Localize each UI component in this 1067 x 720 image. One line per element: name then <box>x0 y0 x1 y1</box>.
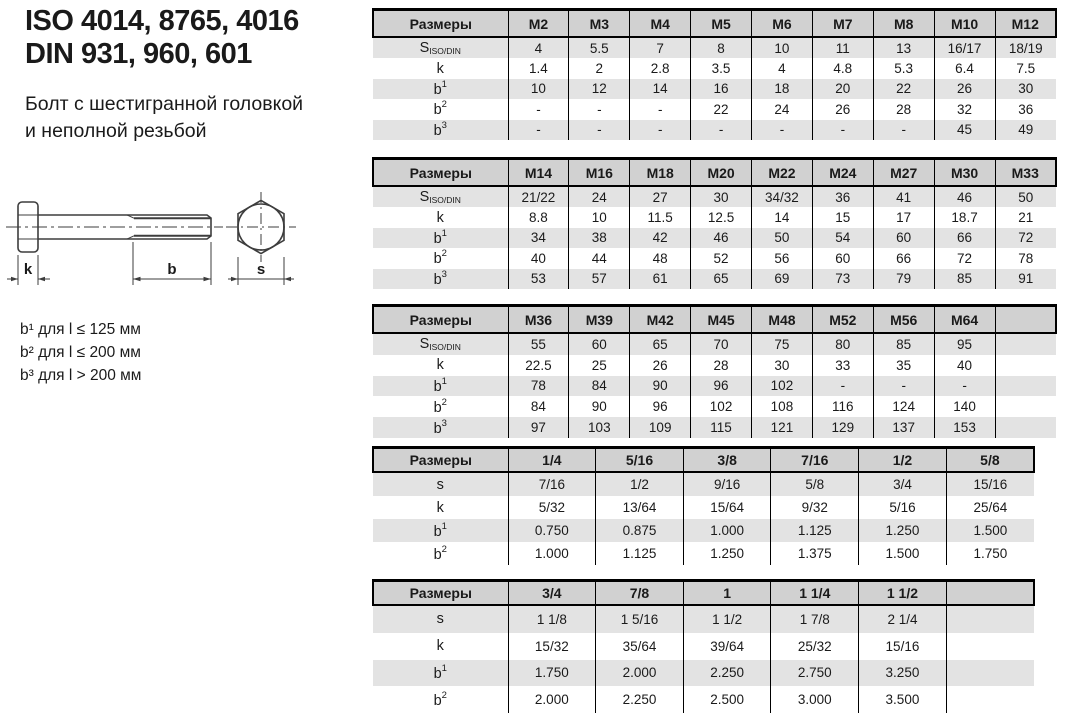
table-cell: 84 <box>508 396 569 417</box>
dimension-k <box>7 255 50 285</box>
table-header-label: Размеры <box>373 10 508 38</box>
table-cell: 27 <box>630 186 691 207</box>
column-header: M5 <box>691 10 752 38</box>
table-cell: 44 <box>569 248 630 268</box>
table-cell: 65 <box>630 333 691 355</box>
table-cell: 95 <box>934 333 995 355</box>
table-cell: 12 <box>569 79 630 99</box>
table-cell: 80 <box>812 333 873 355</box>
column-header: M20 <box>691 159 752 187</box>
table-cell: 5.3 <box>873 58 934 78</box>
table-cell: - <box>873 376 934 397</box>
column-header: M24 <box>812 159 873 187</box>
table-cell: 61 <box>630 269 691 289</box>
table-cell: 1 1/8 <box>508 605 596 633</box>
table-row <box>373 686 1034 713</box>
row-label: $b^1$ <box>433 520 447 540</box>
table-cell: 96 <box>691 376 752 397</box>
table-cell: 20 <box>812 79 873 99</box>
row-label: $b^2$ <box>433 689 447 709</box>
table-cell: 1.125 <box>596 542 684 565</box>
table-cell: 48 <box>630 248 691 268</box>
table-cell: 4 <box>752 58 813 78</box>
table-cell: 1.000 <box>683 519 771 542</box>
table-cell: 26 <box>630 355 691 376</box>
column-header: M48 <box>752 306 813 334</box>
note-b3: b³ для l > 200 мм <box>20 367 142 384</box>
table-cell: 102 <box>691 396 752 417</box>
column-header: 1 1/2 <box>859 581 947 606</box>
table-cell: 1/2 <box>596 472 684 496</box>
table-cell: 2.500 <box>683 686 771 713</box>
table-cell: 66 <box>873 248 934 268</box>
table-cell: 2 1/4 <box>859 605 947 633</box>
table-cell: 1 7/8 <box>771 605 859 633</box>
table-cell: 18/19 <box>995 37 1056 58</box>
dimension-table-2 <box>372 157 1057 289</box>
table-cell: 10 <box>508 79 569 99</box>
table-cell: 11 <box>812 37 873 58</box>
table-cell: 13 <box>873 37 934 58</box>
table-cell: 79 <box>873 269 934 289</box>
column-header: 3/4 <box>508 581 596 606</box>
column-header-empty <box>995 306 1056 334</box>
table-cell: 1 5/16 <box>596 605 684 633</box>
table-cell: - <box>812 376 873 397</box>
column-header: M42 <box>630 306 691 334</box>
table-cell: 53 <box>508 269 569 289</box>
table-row <box>373 58 1056 78</box>
table-cell: 9/16 <box>683 472 771 496</box>
column-header: 3/8 <box>683 448 771 473</box>
row-label: $b^2$ <box>433 543 447 563</box>
table-cell: 54 <box>812 228 873 248</box>
table-cell: 85 <box>934 269 995 289</box>
column-header: 1/2 <box>859 448 947 473</box>
table-cell: 25/64 <box>946 496 1034 519</box>
title-din: DIN 931, 960, 601 <box>25 38 252 70</box>
table-row <box>373 228 1056 248</box>
table-cell: 55 <box>508 333 569 355</box>
table-cell: 129 <box>812 417 873 438</box>
column-header: M14 <box>508 159 569 187</box>
table-cell: 124 <box>873 396 934 417</box>
column-header: M56 <box>873 306 934 334</box>
column-header: M6 <box>752 10 813 38</box>
row-label: $b^2$ <box>433 248 447 268</box>
table-cell: 8 <box>691 37 752 58</box>
table-cell: 5.5 <box>569 37 630 58</box>
table-cell: 78 <box>995 248 1056 268</box>
table-cell: 34 <box>508 228 569 248</box>
row-label: k <box>436 209 444 226</box>
table-cell: - <box>630 120 691 140</box>
note-b2: b² для l ≤ 200 мм <box>20 344 141 361</box>
table-cell: 41 <box>873 186 934 207</box>
table-cell: 72 <box>934 248 995 268</box>
table-cell: - <box>508 99 569 119</box>
table-cell: 9/32 <box>771 496 859 519</box>
table-cell: 8.8 <box>508 207 569 227</box>
table-cell: 2 <box>569 58 630 78</box>
table-cell: 24 <box>569 186 630 207</box>
table-cell: 1.125 <box>771 519 859 542</box>
table-cell: 115 <box>691 417 752 438</box>
table-cell: 7 <box>630 37 691 58</box>
table-header-label: Размеры <box>373 448 508 473</box>
row-label: k <box>436 60 444 77</box>
table-cell: 32 <box>934 99 995 119</box>
table-cell: 5/8 <box>771 472 859 496</box>
table-row <box>373 605 1034 633</box>
table-cell: 1.750 <box>946 542 1034 565</box>
table-cell: 60 <box>873 228 934 248</box>
table-cell: 4 <box>508 37 569 58</box>
table-cell: 4.8 <box>812 58 873 78</box>
row-label: $b^1$ <box>433 376 447 395</box>
column-header: M64 <box>934 306 995 334</box>
table-cell: 65 <box>691 269 752 289</box>
row-label: $b^3$ <box>433 417 447 437</box>
table-cell: 35/64 <box>596 633 684 660</box>
table-cell: 16/17 <box>934 37 995 58</box>
table-cell: 34/32 <box>752 186 813 207</box>
table-cell: 137 <box>873 417 934 438</box>
table-cell: 96 <box>630 396 691 417</box>
table-cell: 17 <box>873 207 934 227</box>
table-cell: 36 <box>812 186 873 207</box>
table-row <box>373 519 1034 542</box>
table-row <box>373 37 1056 58</box>
row-label: s <box>436 476 444 493</box>
table-cell: 90 <box>569 396 630 417</box>
table-cell: - <box>873 120 934 140</box>
table-cell: 49 <box>995 120 1056 140</box>
table-cell: 40 <box>508 248 569 268</box>
column-header: M8 <box>873 10 934 38</box>
table-cell: 109 <box>630 417 691 438</box>
table-cell: 18.7 <box>934 207 995 227</box>
table-cell: 91 <box>995 269 1056 289</box>
title-iso: ISO 4014, 8765, 4016 <box>25 5 299 37</box>
column-header: M33 <box>995 159 1056 187</box>
table-row <box>373 333 1056 355</box>
row-label: SISO/DIN <box>419 189 461 206</box>
table-row <box>373 99 1056 119</box>
table-cell: 22 <box>873 79 934 99</box>
table-cell: 70 <box>691 333 752 355</box>
table-cell-empty <box>995 355 1056 376</box>
table-cell: 21/22 <box>508 186 569 207</box>
table-cell-empty <box>946 660 1034 687</box>
table-cell: 35 <box>873 355 934 376</box>
dimension-table-5 <box>372 579 1035 713</box>
table-cell: 15/32 <box>508 633 596 660</box>
table-cell: 38 <box>569 228 630 248</box>
column-header: 5/8 <box>946 448 1034 473</box>
table-cell: 2.250 <box>683 660 771 687</box>
table-cell: 1.4 <box>508 58 569 78</box>
table-cell: 10 <box>569 207 630 227</box>
column-header: M16 <box>569 159 630 187</box>
table-row <box>373 355 1056 376</box>
dim-label-b: b <box>167 261 177 278</box>
table-cell: 73 <box>812 269 873 289</box>
table-cell: 3.250 <box>859 660 947 687</box>
table-cell: - <box>630 99 691 119</box>
column-header: 1/4 <box>508 448 596 473</box>
table-cell: 33 <box>812 355 873 376</box>
table-cell: 36 <box>995 99 1056 119</box>
table-cell: 121 <box>752 417 813 438</box>
table-cell: 85 <box>873 333 934 355</box>
note-b1: b¹ для l ≤ 125 мм <box>20 321 141 338</box>
table-cell: 3.5 <box>691 58 752 78</box>
table-cell: 24 <box>752 99 813 119</box>
table-cell: - <box>752 120 813 140</box>
table-cell: - <box>691 120 752 140</box>
table-cell: 15/64 <box>683 496 771 519</box>
table-cell: 72 <box>995 228 1056 248</box>
table-cell: 66 <box>934 228 995 248</box>
table-row <box>373 660 1034 687</box>
table-cell: - <box>569 99 630 119</box>
table-cell: 1.250 <box>683 542 771 565</box>
table-cell: 90 <box>630 376 691 397</box>
table-cell: 108 <box>752 396 813 417</box>
column-header: 1 1/4 <box>771 581 859 606</box>
table-cell: 69 <box>752 269 813 289</box>
column-header: M30 <box>934 159 995 187</box>
table-cell: 2.8 <box>630 58 691 78</box>
table-row <box>373 417 1056 438</box>
table-cell: 2.750 <box>771 660 859 687</box>
table-cell: 39/64 <box>683 633 771 660</box>
table-cell: 1.000 <box>508 542 596 565</box>
dimension-b <box>133 242 211 285</box>
row-label: SISO/DIN <box>419 40 461 57</box>
column-header: M36 <box>508 306 569 334</box>
table-cell: 102 <box>752 376 813 397</box>
table-cell: 3.500 <box>859 686 947 713</box>
table-cell: 18 <box>752 79 813 99</box>
column-header: M12 <box>995 10 1056 38</box>
table-cell-empty <box>995 396 1056 417</box>
column-header: M45 <box>691 306 752 334</box>
table-cell: 116 <box>812 396 873 417</box>
table-cell: 97 <box>508 417 569 438</box>
table-header-label: Размеры <box>373 306 508 334</box>
table-cell: 16 <box>691 79 752 99</box>
subtitle-line-1: Болт с шестигранной головкой <box>25 93 304 115</box>
table-cell: 84 <box>569 376 630 397</box>
document-title <box>25 5 299 71</box>
footnotes <box>20 318 141 387</box>
table-cell: 42 <box>630 228 691 248</box>
table-cell: 57 <box>569 269 630 289</box>
table-header-label: Размеры <box>373 159 508 187</box>
column-header: 5/16 <box>596 448 684 473</box>
column-header: M10 <box>934 10 995 38</box>
table-row <box>373 120 1056 140</box>
table-header-label: Размеры <box>373 581 508 606</box>
table-row <box>373 79 1056 99</box>
table-cell-empty <box>995 376 1056 397</box>
subtitle-line-2: и неполной резьбой <box>25 120 207 142</box>
table-cell: 22.5 <box>508 355 569 376</box>
table-cell: 6.4 <box>934 58 995 78</box>
table-row <box>373 207 1056 227</box>
row-label: $b^1$ <box>433 662 447 682</box>
bolt-side-view <box>6 202 223 252</box>
table-cell: 22 <box>691 99 752 119</box>
column-header: 1 <box>683 581 771 606</box>
dimension-table-1 <box>372 8 1057 140</box>
table-cell: 5/32 <box>508 496 596 519</box>
row-label: $b^1$ <box>433 79 447 98</box>
table-cell: - <box>934 376 995 397</box>
table-cell: 11.5 <box>630 207 691 227</box>
row-label: s <box>436 611 444 628</box>
table-cell: 1.750 <box>508 660 596 687</box>
table-cell: 2.000 <box>596 660 684 687</box>
dimension-table-4 <box>372 446 1035 565</box>
table-cell: 13/64 <box>596 496 684 519</box>
table-cell: 2.000 <box>508 686 596 713</box>
row-label: $b^2$ <box>433 99 447 119</box>
table-cell: 25 <box>569 355 630 376</box>
table-cell: 30 <box>995 79 1056 99</box>
dim-label-k: k <box>23 261 33 278</box>
table-cell: 56 <box>752 248 813 268</box>
table-cell: 26 <box>812 99 873 119</box>
document-subtitle <box>25 91 303 145</box>
column-header: M52 <box>812 306 873 334</box>
row-label: k <box>436 638 444 655</box>
table-cell: 140 <box>934 396 995 417</box>
column-header: M2 <box>508 10 569 38</box>
table-cell-empty <box>946 605 1034 633</box>
table-cell: 3.000 <box>771 686 859 713</box>
column-header: 7/16 <box>771 448 859 473</box>
table-cell: 2.250 <box>596 686 684 713</box>
table-cell: 28 <box>691 355 752 376</box>
table-cell: 0.875 <box>596 519 684 542</box>
table-cell: - <box>812 120 873 140</box>
table-cell: 78 <box>508 376 569 397</box>
table-cell: 1.500 <box>859 542 947 565</box>
column-header: 7/8 <box>596 581 684 606</box>
table-cell: 10 <box>752 37 813 58</box>
table-cell: 21 <box>995 207 1056 227</box>
table-cell: - <box>508 120 569 140</box>
table-cell: 52 <box>691 248 752 268</box>
table-cell: 15 <box>812 207 873 227</box>
table-cell: - <box>569 120 630 140</box>
table-cell-empty <box>946 633 1034 660</box>
column-header: M4 <box>630 10 691 38</box>
dimension-table-3 <box>372 304 1057 438</box>
table-cell: 3/4 <box>859 472 947 496</box>
table-cell: 60 <box>812 248 873 268</box>
table-cell: 7.5 <box>995 58 1056 78</box>
table-row <box>373 472 1034 496</box>
table-row <box>373 376 1056 397</box>
column-header: M39 <box>569 306 630 334</box>
table-row <box>373 269 1056 289</box>
row-label: k <box>436 499 444 516</box>
row-label: k <box>436 357 444 374</box>
bolt-drawing <box>0 185 330 315</box>
table-cell-empty <box>946 686 1034 713</box>
table-cell: 75 <box>752 333 813 355</box>
table-row <box>373 633 1034 660</box>
row-label: $b^1$ <box>433 228 447 247</box>
table-cell: 1.375 <box>771 542 859 565</box>
table-cell-empty <box>995 417 1056 438</box>
table-cell: 50 <box>752 228 813 248</box>
table-cell: 25/32 <box>771 633 859 660</box>
table-cell: 46 <box>691 228 752 248</box>
table-cell: 40 <box>934 355 995 376</box>
table-row <box>373 542 1034 565</box>
table-cell: 45 <box>934 120 995 140</box>
table-cell: 5/16 <box>859 496 947 519</box>
column-header: M3 <box>569 10 630 38</box>
table-cell: 28 <box>873 99 934 119</box>
column-header: M27 <box>873 159 934 187</box>
table-cell: 15/16 <box>946 472 1034 496</box>
bolt-end-view <box>226 192 296 262</box>
table-cell-empty <box>995 333 1056 355</box>
table-cell: 7/16 <box>508 472 596 496</box>
table-row <box>373 186 1056 207</box>
table-cell: 12.5 <box>691 207 752 227</box>
column-header: M7 <box>812 10 873 38</box>
table-cell: 1.500 <box>946 519 1034 542</box>
table-cell: 30 <box>752 355 813 376</box>
table-cell: 50 <box>995 186 1056 207</box>
row-label: SISO/DIN <box>419 336 461 353</box>
table-cell: 15/16 <box>859 633 947 660</box>
dim-label-s: s <box>256 261 266 278</box>
dimension-s <box>228 257 294 285</box>
table-row <box>373 396 1056 417</box>
row-label: $b^3$ <box>433 119 447 139</box>
table-cell: 26 <box>934 79 995 99</box>
table-cell: 153 <box>934 417 995 438</box>
table-row <box>373 496 1034 519</box>
column-header: M22 <box>752 159 813 187</box>
table-cell: 103 <box>569 417 630 438</box>
table-cell: 46 <box>934 186 995 207</box>
row-label: $b^3$ <box>433 268 447 288</box>
table-cell: 1.250 <box>859 519 947 542</box>
table-cell: 14 <box>630 79 691 99</box>
table-cell: 14 <box>752 207 813 227</box>
row-label: $b^2$ <box>433 396 447 416</box>
table-row <box>373 248 1056 268</box>
table-cell: 60 <box>569 333 630 355</box>
column-header: M18 <box>630 159 691 187</box>
table-cell: 1 1/2 <box>683 605 771 633</box>
table-cell: 30 <box>691 186 752 207</box>
table-cell: 0.750 <box>508 519 596 542</box>
column-header-empty <box>946 581 1034 606</box>
